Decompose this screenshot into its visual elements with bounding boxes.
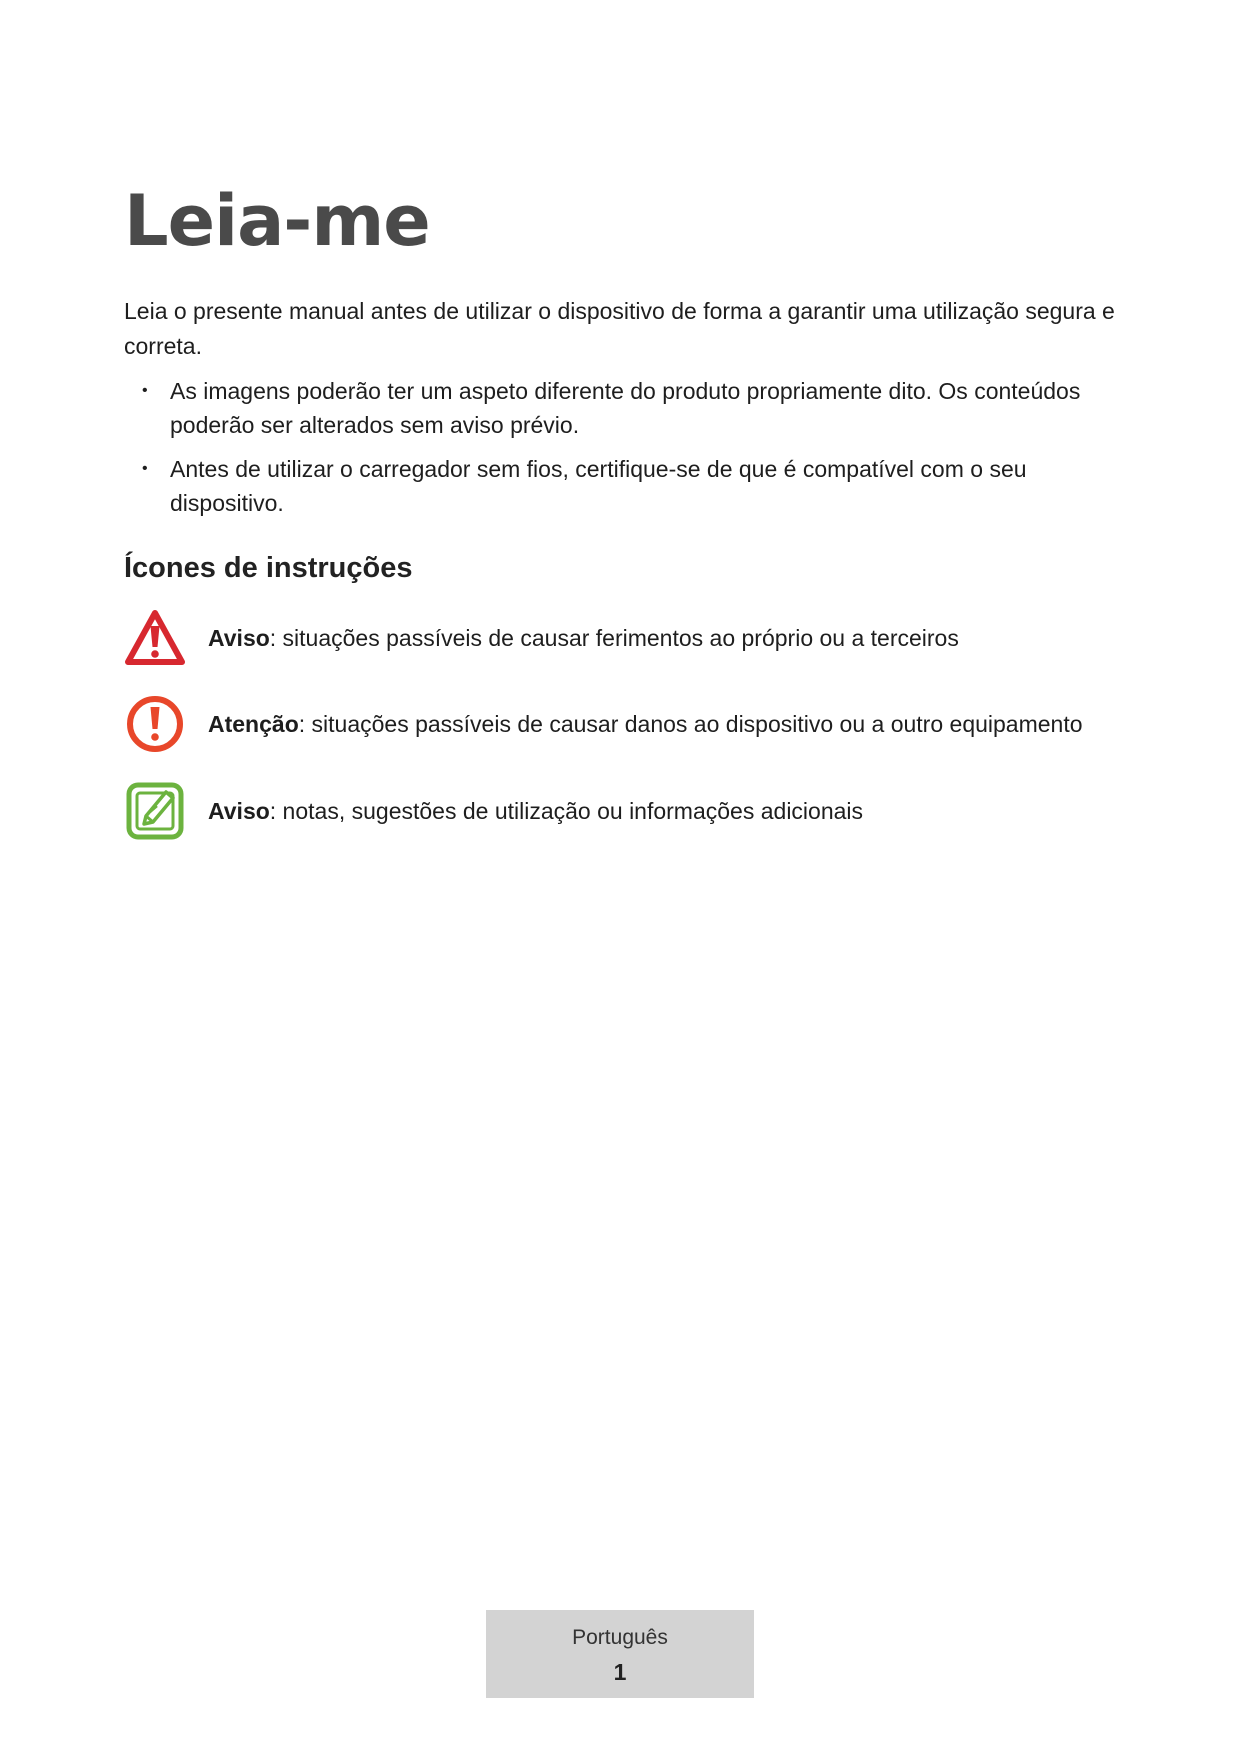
warning-triangle-icon	[124, 607, 186, 669]
caution-separator: :	[298, 711, 306, 737]
note-pencil-icon	[124, 780, 186, 842]
page-title: Leia-me	[124, 180, 430, 262]
caution-label: Atenção	[208, 711, 299, 737]
warning-row	[124, 606, 1124, 670]
bullet-marker: •	[142, 460, 148, 477]
bullet-text: As imagens poderão ter um aspeto diferente do produto propriamente dito. Os conteúdos poderão ser alterados sem aviso prévio.	[170, 378, 1081, 438]
note-label: Aviso	[208, 798, 270, 824]
list-item	[124, 374, 1124, 442]
bullet-marker: •	[142, 382, 148, 399]
bullet-list	[124, 374, 1124, 530]
warning-text: situações passíveis de causar ferimentos ao próprio ou a terceiros	[276, 625, 959, 651]
note-separator: :	[269, 798, 277, 824]
warning-description	[208, 622, 959, 654]
warning-separator: :	[269, 625, 277, 651]
list-item	[124, 452, 1124, 520]
bullet-text: Antes de utilizar o carregador sem fios, certifique-se de que é compatível com o seu dispositivo.	[170, 456, 1027, 516]
intro-paragraph: Leia o presente manual antes de utilizar o dispositivo de forma a garantir uma utilização segura e correta.	[124, 298, 1115, 359]
warning-label: Aviso	[208, 625, 270, 651]
note-text: notas, sugestões de utilização ou informações adicionais	[276, 798, 864, 824]
footer-language: Português	[572, 1626, 668, 1649]
page-number: 1	[613, 1659, 627, 1685]
caution-row	[124, 692, 1124, 756]
section-title: Ícones de instruções	[124, 552, 413, 584]
caution-text: situações passíveis de causar danos ao dispositivo ou a outro equipamento	[305, 711, 1083, 737]
note-row	[124, 779, 1124, 843]
caution-circle-icon	[124, 693, 186, 755]
note-description	[208, 795, 863, 827]
caution-description	[208, 708, 1083, 740]
page-footer	[486, 1610, 754, 1698]
